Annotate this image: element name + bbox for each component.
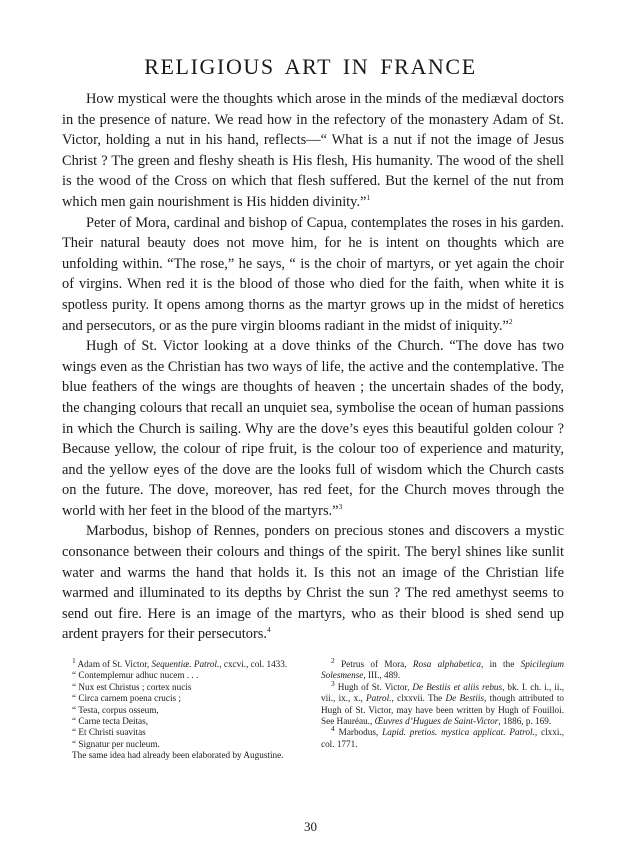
- paragraph-text: Marbodus, bishop of Rennes, ponders on precious stones and discovers a mystic consonance between their colours and things of the spirit. The beryl shines like sunlit water and warms the hand that holds it. Is this not an image of the Christian life warmed and illuminated to its depths by Christ the sun ? The red amethyst seems to send out fire. Here is an image of the martyrs, who as their blood is shed send up ardent prayers for their persecutors.: [62, 523, 564, 643]
- verse-line: “ Contemplemur adhuc nucem . . .: [72, 670, 199, 681]
- footnote-number: 4: [331, 724, 335, 734]
- verse-line: “ Circa carnem poena crucis ;: [72, 693, 181, 704]
- footnote-2: [321, 655, 564, 682]
- footnote-ref: 3: [338, 502, 343, 512]
- footnote-3: [321, 678, 564, 728]
- paragraph-peter-of-mora: [62, 213, 564, 337]
- footnote-text: Adam of St. Victor,: [75, 659, 152, 669]
- page-title: RELIGIOUS ART IN FRANCE: [144, 54, 477, 79]
- footnote-number: 3: [331, 678, 335, 688]
- footnote-citation: Spicilegium Solesmense: [321, 659, 564, 681]
- footnote-text: , cxcvi., col. 1433.: [219, 659, 288, 669]
- footnote-4: [321, 724, 564, 750]
- page-number: 30: [304, 819, 317, 834]
- footnote-citation: Lapid. pretios. mystica applicat. Patrol.: [382, 727, 535, 738]
- footnote-text: Petrus of Mora,: [334, 659, 413, 669]
- verse-line: “ Et Christi suavitas: [72, 727, 146, 738]
- footnote-1-closing: The same idea had already been elaborated by Augustine.: [72, 750, 284, 761]
- footnote-citation: De Bestiis et aliis rebus: [412, 681, 503, 692]
- footnote-ref: 1: [366, 193, 371, 203]
- footnote-text: Hugh of St. Victor,: [334, 681, 413, 692]
- paragraph-marbodus: [62, 521, 564, 645]
- footnote-citation: De Bestiis: [445, 693, 484, 704]
- footnote-citation: Patrol.: [366, 693, 392, 704]
- paragraph-adam-of-st-victor: [62, 89, 564, 213]
- verse-line: “ Carne tecta Deitas,: [72, 716, 149, 727]
- footnote-ref: 4: [266, 625, 271, 635]
- footnote-text: , in the: [480, 659, 521, 669]
- verse-line: “ Nux est Christus ; cortex nucis: [72, 681, 192, 692]
- footnote-number: 1: [72, 655, 76, 665]
- footnote-citation: Œuvres d’Hugues de Saint-Victor: [374, 716, 499, 727]
- footnote-ref: 2: [508, 316, 513, 326]
- footnote-text: , clxxvii. The: [391, 693, 446, 704]
- footnote-1: [62, 655, 305, 670]
- footnote-text: Marbodus,: [334, 727, 383, 738]
- body-text: [62, 89, 564, 645]
- verse-line: “ Testa, corpus osseum,: [72, 704, 159, 715]
- footnote-text: , bk. I. ch. i., ii., vii., ix., x.,: [321, 681, 564, 704]
- footnotes-right-column: [321, 655, 564, 750]
- paragraph-hugh-of-st-victor: [62, 336, 564, 521]
- footnote-text: , 1886, p. 169.: [498, 716, 552, 727]
- footnote-citation: Sequentiæ. Patrol.: [151, 659, 220, 669]
- paragraph-text: Hugh of St. Victor looking at a dove thinks of the Church. “The dove has two wings even as the Christian has two ways of life, the active and the contemplative. The blue feathers of the wings are thoughts of heaven ; the uncertain shades of the body, the changing colours that recall an unquiet sea, symbolise the ocean of human passions in which the Church is sailing. Why are the dove’s eyes this beautiful golden colour ? Because yellow, the colour of ripe fruit, is the colour too of experience and maturity, and the yellow eyes of the dove are the looks full of wisdom which the Church casts on the future. The dove, moreover, has red feet, for the Church moves through the world with her feet in the blood of the martyrs.”: [62, 338, 564, 519]
- footnote-text: , III., 489.: [363, 670, 401, 681]
- footnotes-left-column: [62, 655, 305, 762]
- footnote-text: , though attributed to Hugh of St. Victor, may have been written by Hugh of Fouilloi. See Hauréau.,: [321, 693, 564, 727]
- footnote-text: , clxxi., col. 1771.: [321, 727, 564, 749]
- verse-line: “ Signatur per nucleum.: [72, 738, 160, 749]
- footnote-citation: Rosa alphabetica: [412, 659, 481, 669]
- paragraph-text: How mystical were the thoughts which arose in the minds of the mediæval doctors in the presence of nature. We read how in the refectory of the monastery Adam of St. Victor, holding a nut in his hand, reflects—“ What is a nut if not the image of Jesus Christ ? The green and fleshy sheath is His flesh, His humanity. The wood of the shell is the wood of the Cross on which that flesh suffered. But the kernel of the nut from which men gain nourishment is His hidden divinity.”: [62, 91, 564, 210]
- paragraph-text: Peter of Mora, cardinal and bishop of Capua, contemplates the roses in his garden. Their natural beauty does not move him, for he is intent on thoughts which are unfolding within. “The rose,” he says, “ is the choir of martyrs, or yet again the choir of virgins. When red it is the blood of those who died for the faith, when white it is spotless purity. It opens among thorns as the martyr grows up in the midst of heretics and persecutors, or as the pure virgin blooms radiant in the midst of iniquity.”: [62, 214, 564, 334]
- footnote-number: 2: [331, 655, 335, 665]
